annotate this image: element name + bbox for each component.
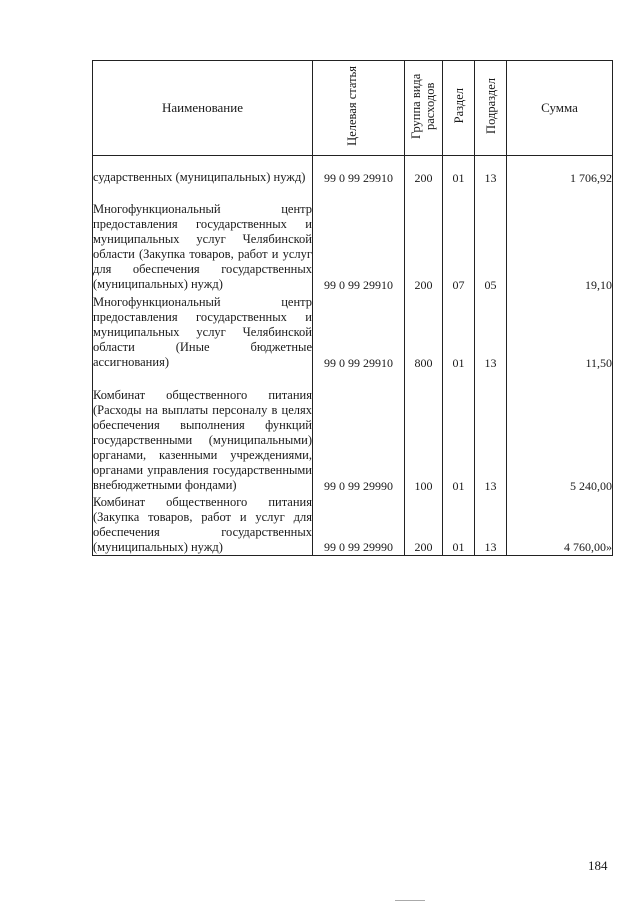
row-target: 99 0 99 29910 — [313, 293, 405, 371]
row-target: 99 0 99 29910 — [313, 186, 405, 293]
row-sum: 4 760,00» — [507, 494, 613, 556]
row-name: сударственных (муниципальных) нужд) — [93, 156, 313, 186]
row-sum: 19,10 — [507, 186, 613, 293]
table-row — [93, 371, 613, 494]
header-target-cell — [313, 61, 405, 156]
row-section: 07 — [443, 186, 475, 293]
row-section: 01 — [443, 371, 475, 494]
row-subsection: 05 — [475, 186, 507, 293]
row-sum: 5 240,00 — [507, 371, 613, 494]
table-row — [93, 156, 613, 186]
row-name: Комбинат общественного питания (Расходы на выплаты персоналу в целях обеспечения выполнения функций государственными (муниципальными) органами, казенными учреждениями, органами управления государственными внебюджетными фондами) — [93, 371, 313, 494]
row-section: 01 — [443, 293, 475, 371]
row-group: 200 — [405, 156, 443, 186]
row-name: Многофункциональный центр предоставления государственных и муниципальных услуг Челябинской области (Закупка товаров, работ и услуг для обеспечения государственных (муниципальных) нужд) — [93, 186, 313, 293]
row-target: 99 0 99 29990 — [313, 494, 405, 556]
row-group: 200 — [405, 186, 443, 293]
row-subsection: 13 — [475, 494, 507, 556]
header-name: Наименование — [93, 61, 313, 156]
row-target: 99 0 99 29990 — [313, 371, 405, 494]
row-name: Комбинат общественного питания (Закупка товаров, работ и услуг для обеспечения государственных (муниципальных) нужд) — [93, 494, 312, 554]
row-group: 100 — [405, 371, 443, 494]
table-row — [93, 494, 613, 556]
table-row — [93, 186, 613, 293]
row-target: 99 0 99 29910 — [313, 156, 405, 186]
header-target: Целевая статья — [344, 66, 359, 146]
budget-table — [92, 60, 613, 556]
row-subsection: 13 — [475, 156, 507, 186]
page-number: 184 — [588, 858, 608, 873]
header-group-cell — [405, 61, 443, 156]
row-section: 01 — [443, 494, 475, 556]
row-group: 800 — [405, 293, 443, 371]
table-row — [93, 293, 613, 371]
row-group: 200 — [405, 494, 443, 556]
row-sum: 11,50 — [507, 293, 613, 371]
row-sum: 1 706,92 — [507, 156, 613, 186]
row-subsection: 13 — [475, 293, 507, 371]
header-group: Группа вида расходов — [408, 73, 437, 139]
header-section-cell — [443, 61, 475, 156]
header-subsection: Подраздел — [483, 78, 498, 134]
row-subsection: 13 — [475, 371, 507, 494]
table-header-row — [93, 61, 613, 156]
header-section: Раздел — [451, 88, 466, 124]
header-subsection-cell — [475, 61, 507, 156]
row-name: Многофункциональный центр предоставления государственных и муниципальных услуг Челябинской области (Иные бюджетные ассигнования) — [93, 293, 313, 371]
row-section: 01 — [443, 156, 475, 186]
header-sum: Сумма — [507, 61, 613, 156]
footer-divider — [395, 900, 425, 901]
